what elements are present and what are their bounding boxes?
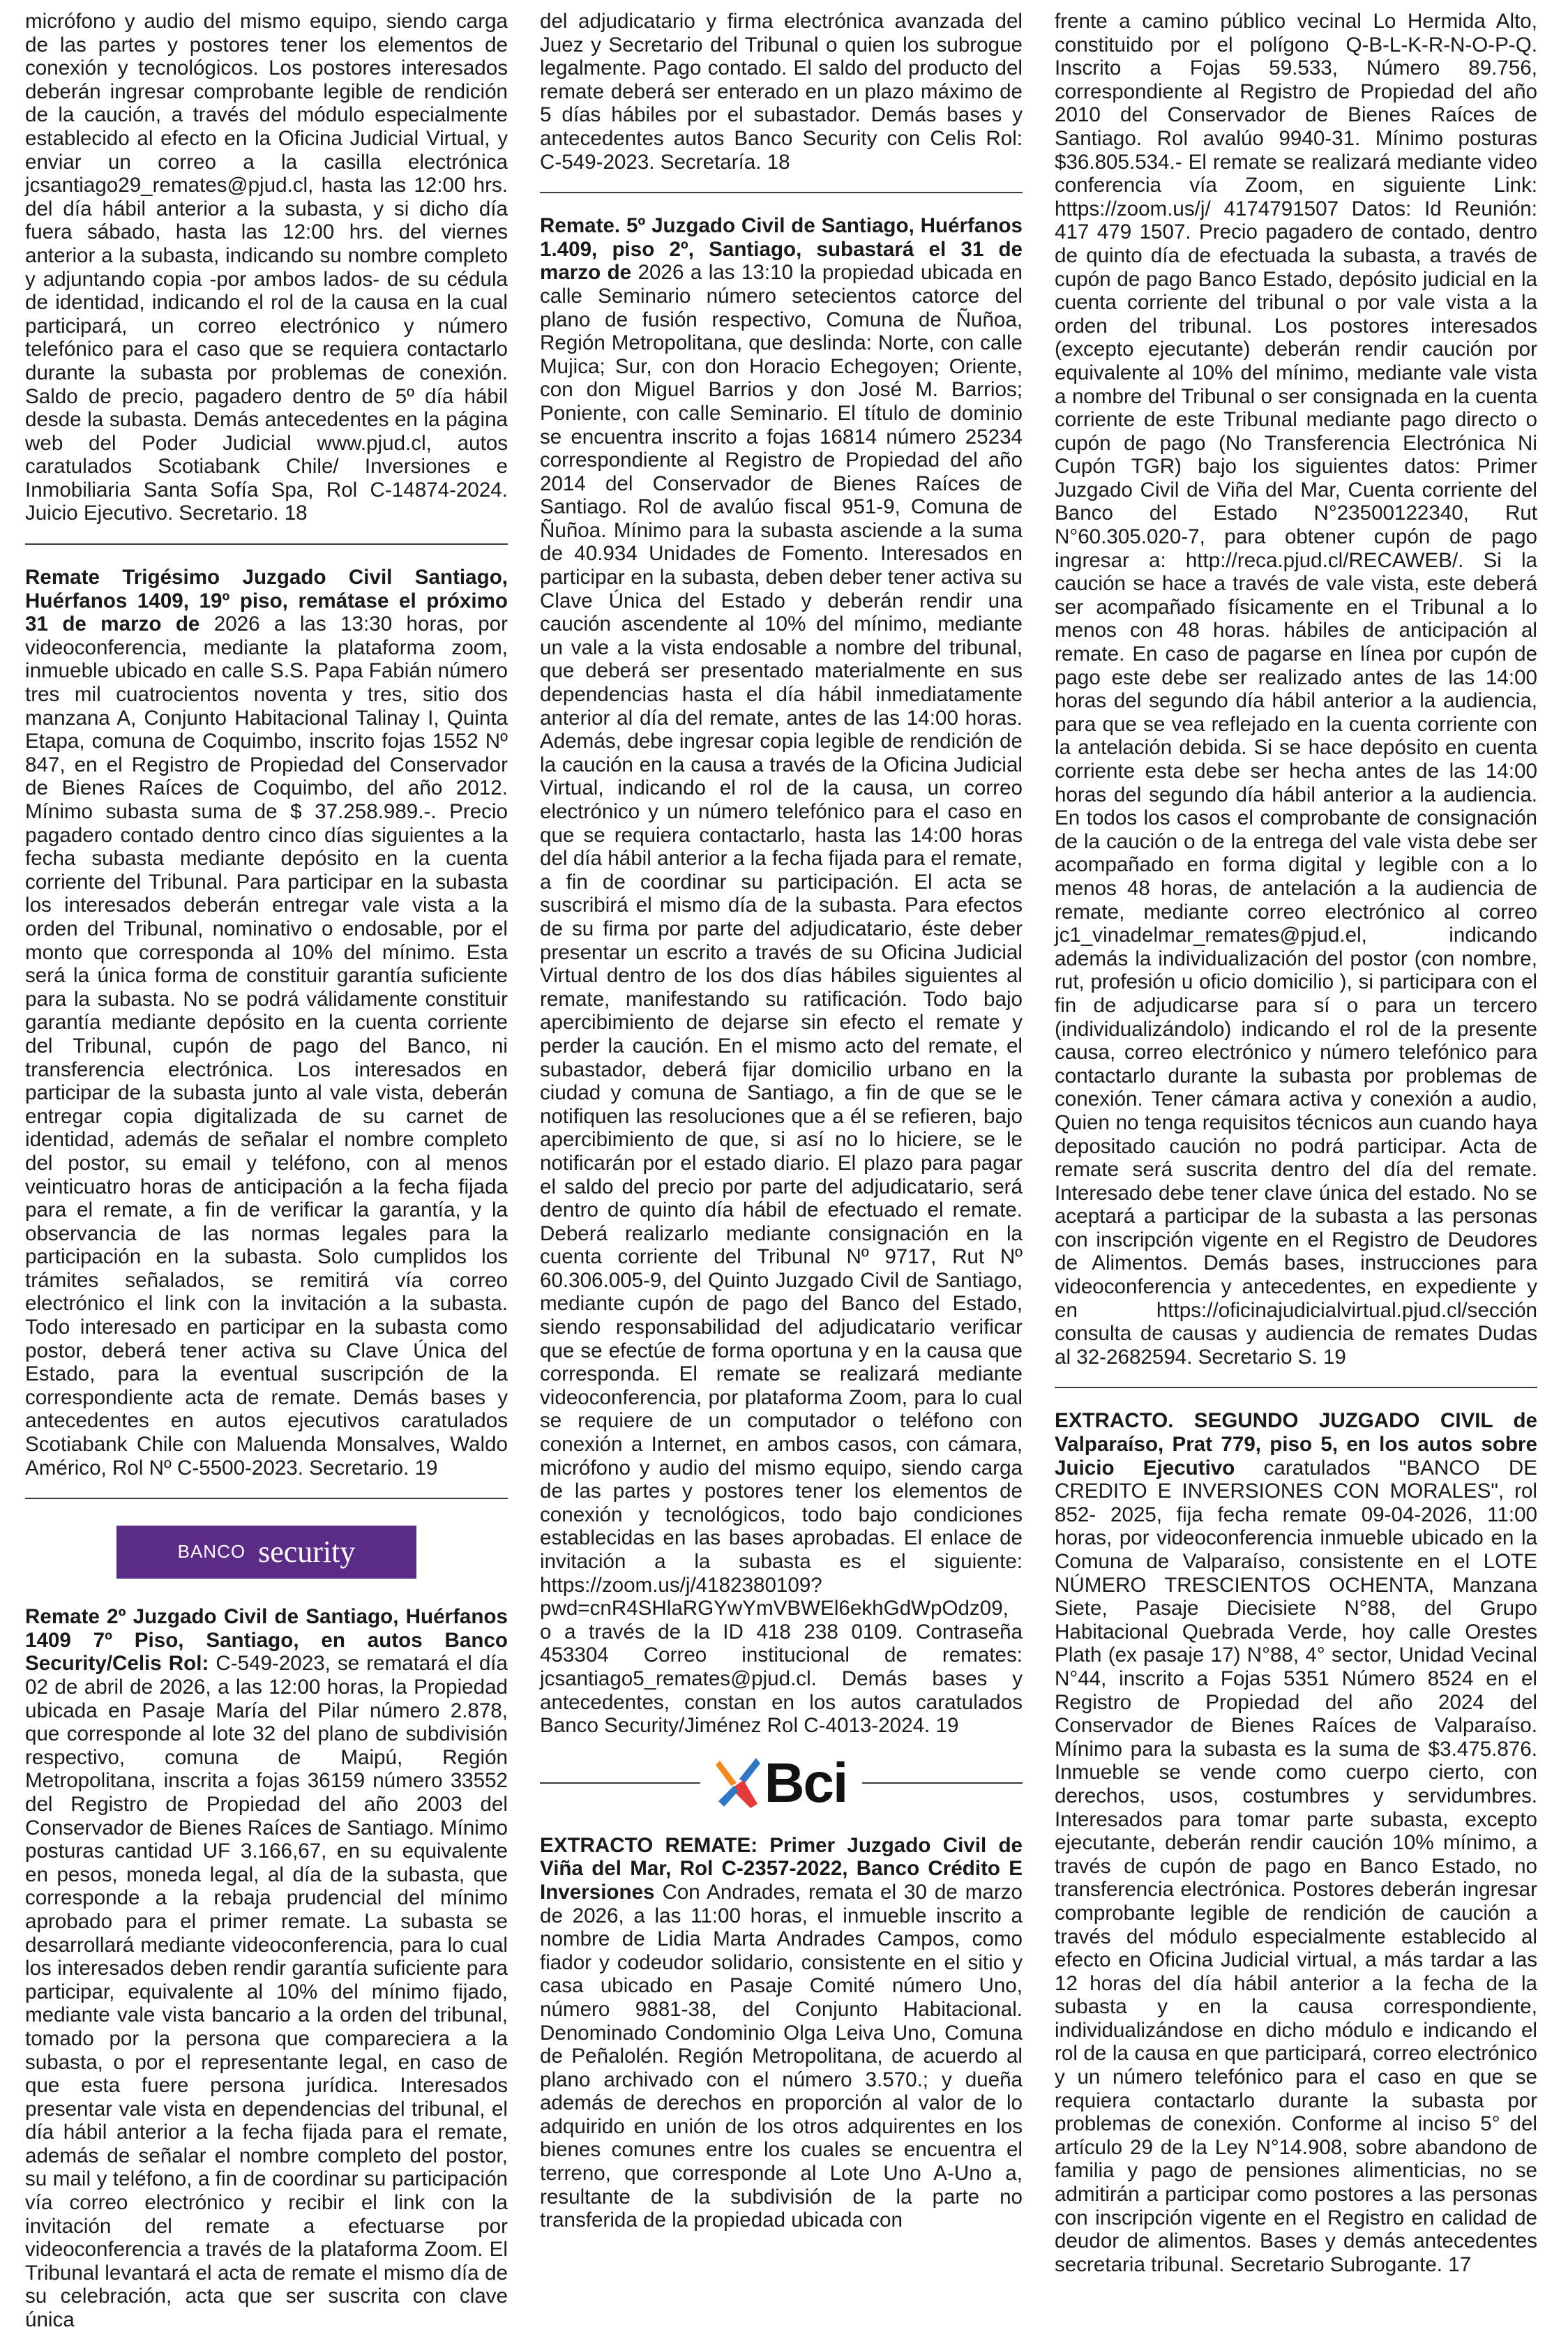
- notice-body: C-549-2023, se rematará el día 02 de abril de 2026, a las 12:00 horas, la Propiedad ubicada en Pasaje María del Pilar número 2.878, que corresponde al lote 32 del plano de subdivisión respectivo, comuna de Maipú, Región Metropolitana, inscrita a fojas 36159 número 33552 del Registro de Propiedad del año 2003 del Conservador de Bienes Raíces de Santiago. Mínimo posturas cantidad UF 3.166,67, en su equivalente en pesos, moneda legal, al día de la subasta, que corresponde a la rebaja prudencial del mínimo aprobado para el primer remate. La subasta se desarrollará mediante videoconferencia, para lo cual los interesados deben rendir garantía suficiente para participar, equivalente al 10% del mínimo fijado, mediante vale vista bancario a la orden del tribunal, tomado por la persona que compareciera a la subasta, o por el representante legal, en caso de que esta fuere persona jurídica. Interesados presentar vale vista en dependencias del tribunal, el día hábil anterior a la fecha fijada para el remate, además de señalar el nombre completo del postor, su mail y teléfono, a fin de coordinar su participación vía correo electrónico y recibir el link con la invitación del remate a efectuarse por videoconferencia a través de la plataforma Zoom. El Tribunal levantará el acta de remate el mismo día de su celebración, acta que ser suscrita con clave única: [25, 1652, 508, 2332]
- notice-primer-juzgado-vina: [540, 1834, 1023, 2232]
- column-1: [25, 10, 508, 2332]
- bci-mark-icon: [716, 1758, 760, 1808]
- column-3: [1055, 10, 1537, 2276]
- logo-rule-left: [540, 1782, 700, 1784]
- banco-security-logo: [25, 1520, 508, 1584]
- bci-wordmark: Bci: [764, 1751, 847, 1814]
- notice-body: micrófono y audio del mismo equipo, siendo carga de las partes y postores tener los elementos de conexión y tecnológicos. Los postores interesados deberán ingresar comprobante legible de rendición de la caución, a través del módulo especialmente establecido al efecto en la Oficina Judicial Virtual, y enviar un correo a la casilla electrónica jcsantiago29_remates@pjud.cl, hasta las 12:00 hrs. del día hábil anterior a la subasta, y si dicho día fuera sábado, hasta las 12:00 hrs. del viernes anterior a la subasta, indicando su nombre completo y adjuntando copia -por ambos lados- de su cédula de identidad, indicando el rol de la causa en la cual participará, un correo electrónico y número telefónico para el caso que se requiera contactarlo durante la subasta por problemas de conexión. Saldo de precio, pagadero dentro de 5º día hábil desde la subasta. Demás antecedentes en la página web del Poder Judicial www.pjud.cl, autos caratulados Scotiabank Chile/ Inversiones e Inmobiliaria Santa Sofía Spa, Rol C-14874-2024. Juicio Ejecutivo. Secretario. 18: [25, 10, 508, 525]
- notice-body: 2026 a las 13:30 horas, por videoconferencia, mediante la plataforma zoom, inmueble ubicado en calle S.S. Papa Fabián número tres mil cuatrocientos noventa y tres, sitio dos manzana A, Conjunto Habitacional Talinay I, Quinta Etapa, comuna de Coquimbo, inscrito fojas 1552 Nº 847, en el Registro de Propiedad del Conservador de Bienes Raíces de Coquimbo, del año 2012. Mínimo subasta suma de $ 37.258.989.-. Precio pagadero contado dentro cinco días siguientes a la fecha subasta mediante depósito en la cuenta corriente del Tribunal. Para participar en la subasta los interesados deberán entregar vale vista a la orden del Tribunal, nominativo o endosable, por el monto que corresponda al 10% del mínimo. Esta será la única forma de constituir garantía suficiente para la subasta. No se podrá válidamente constituir garantía mediante depósito en la cuenta corriente del Tribunal, cupón de pago del Banco, ni transferencia electrónica. Los interesados en participar de la subasta junto al vale vista, deberán entregar copia digitalizada de su carnet de identidad, además de señalar el nombre completo del postor, su email y teléfono, con al menos veinticuatro horas de anticipación a la fecha fijada para el remate, a fin de verificar la garantía, y la observancia de las normas legales para la participación en la subasta. Solo cumplidos los trámites señalados, se remitirá vía correo electrónico el link con la invitación a la subasta. Todo interesado en participar en la subasta como postor, deberá tener activa su Clave Única del Estado, para la eventual suscripción de la correspondiente acta de remate. Demás bases y antecedentes en autos ejecutivos caratulados Scotiabank Chile con Maluenda Monsalves, Waldo Américo, Rol Nº C-5500-2023. Secretario. 19: [25, 612, 508, 1480]
- bci-logo-band: [540, 1745, 1023, 1821]
- logo-bank-word: BANCO: [177, 1541, 246, 1563]
- notice-divider: [1055, 1387, 1537, 1388]
- notice-body: Con Andrades, remata el 30 de marzo de 2026, a las 11:00 horas, el inmueble inscrito a nombre de Lidia Marta Andrades Campos, como fiador y codeudor solidario, consistente en el sitio y casa ubicado en Pasaje Comité número Uno, número 9881-38, del Conjunto Habitacional. Denominado Condominio Olga Leiva Uno, Comuna de Peñalolén. Región Metropolitana, de acuerdo al plano archivado con el número 3.570.; y dueña además de derechos en proporción al valor de lo adquirido en unión de los otros adquirentes en los bienes comunes entre los cuales se encuentra el terreno, que corresponde al Lote Uno A-Uno a, resultante de la subdivisión de la parte no transferida de la propiedad ubicada con: [540, 1880, 1023, 2232]
- notice-trigesimo-juzgado: [25, 566, 508, 1480]
- logo-security-word: security: [258, 1535, 356, 1570]
- logo-rule-right: [862, 1782, 1023, 1784]
- bci-logo: [716, 1751, 847, 1814]
- notice-security-celis-continued: [540, 10, 1023, 174]
- notice-segundo-juzgado-security: [25, 1605, 508, 2331]
- notice-body: del adjudicatario y firma electrónica avanzada del Juez y Secretario del Tribunal o quien los subrogue legalmente. Pago contado. El saldo del producto del remate deberá ser enterado en un plazo máximo de 5 días hábiles por el subastador. Demás bases y antecedentes autos Banco Security con Celis Rol: C-549-2023. Secretaría. 18: [540, 10, 1023, 174]
- notice-segundo-juzgado-valparaiso: [1055, 1409, 1537, 2276]
- notice-quinto-juzgado: [540, 214, 1023, 1738]
- notice-heading: Remate 2º Juzgado Civil de Santiago, Huérfanos 1409 7º Piso, Santiago, en autos Banco Security/Celis Rol:: [25, 1605, 508, 1676]
- notice-divider: [540, 192, 1023, 193]
- banco-security-badge: [116, 1526, 416, 1579]
- notice-heading: Remate Trigésimo Juzgado Civil Santiago, Huérfanos 1409, 19º piso, remátase el próximo 31 de marzo de: [25, 566, 508, 636]
- notice-divider: [25, 543, 508, 545]
- notice-heading: Remate. 5º Juzgado Civil de Santiago, Huérfanos 1.409, piso 2º, Santiago, subastará el 31 de marzo de: [540, 214, 1023, 285]
- notice-heading: EXTRACTO. SEGUNDO JUZGADO CIVIL de Valparaíso, Prat 779, piso 5, en los autos sobre Juicio Ejecutivo: [1055, 1409, 1537, 1480]
- notice-body: 2026 a las 13:10 la propiedad ubicada en calle Seminario número setecientos catorce del plano de fusión respectivo, Comuna de Ñuñoa, Región Metropolitana, que deslinda: Norte, con calle Mujica; Sur, con don Horacio Echegoyen; Oriente, con don Miguel Barrios y don José M. Barrios; Poniente, con calle Seminario. El título de dominio se encuentra inscrito a fojas 16814 número 25234 correspondiente al Registro de Propiedad del año 2014 del Conservador de Bienes Raíces de Santiago. Rol de avalúo fiscal 951-9, Comuna de Ñuñoa. Mínimo para la subasta asciende a la suma de 40.934 Unidades de Fomento. Interesados en participar en la subasta, deben deber tener activa su Clave Única del Estado y deberán rendir una caución ascendente al 10% del mínimo, mediante un vale a la vista endosable a nombre del tribunal, que deberá ser presentado materialmente en sus dependencias hasta el día hábil inmediatamente anterior al día del remate, antes de las 14:00 horas. Además, debe ingresar copia legible de rendición de la caución en la causa a través de la Oficina Judicial Virtual, indicando el rol de la causa, un correo electrónico y un número telefónico para el caso en que se requiera contactarlo, hasta las 14:00 horas del día hábil anterior a la fecha fijada para el remate, a fin de coordinar su participación. El acta se suscribirá el mismo día de la subasta. Para efectos de su firma por parte del adjudicatario, éste deber presentar un escrito a través de su Oficina Judicial Virtual dentro de los dos días hábiles siguientes al remate, manifestando su ratificación. Todo bajo apercibimiento de dejarse sin efecto el remate y perder la caución. En el mismo acto del remate, el subastador, deberá fijar domicilio urbano en la ciudad y comuna de Santiago, a fin de que se le notifiquen las resoluciones que a él se refieren, bajo apercibimiento de que, si así no lo hiciere, se le notificarán por el estado diario. El plazo para pagar el saldo del precio por parte del adjudicatario, será dentro de quinto día hábil de efectuado el remate. Deberá realizarlo mediante consignación en la cuenta corriente del Tribunal Nº 9717, Rut Nº 60.306.005-9, del Quinto Juzgado Civil de Santiago, mediante cupón de pago del Banco del Estado, siendo responsabilidad del adjudicatario verificar que se efectúe de forma oportuna y en la causa que corresponda. El remate se realizará mediante videoconferencia, por plataforma Zoom, para lo cual se requiere de un computador o teléfono con conexión a Internet, en ambos casos, con cámara, micrófono y audio del mismo equipo, siendo carga de las partes y postores tener los elementos de conexión y tecnológicos, todo bajo condiciones establecidas en las bases aprobadas. El enlace de invitación a la subasta es el siguiente: https://zoom.us/j/4182380109? pwd=cnR4SHlaRGYwYmVBWEl6ekhGdWpOdz09, o a través de la ID 418 238 0109. Contraseña 453304 Correo institucional de remates: jcsantiago5_remates@pjud.cl. Demás bases y antecedentes, constan en los autos caratulados Banco Security/Jiménez Rol C-4013-2024. 19: [540, 261, 1023, 1738]
- column-2: [540, 10, 1023, 2242]
- notice-body: frente a camino público vecinal Lo Hermida Alto, constituido por el polígono Q-B-L-K-R-N-O-P-Q. Inscrito a Fojas 59.533, Número 89.756, correspondiente al Registro de Propiedad del año 2010 del Conservador de Bienes Raíces de Santiago. Rol avalúo 9940-31. Mínimo posturas $36.805.534.- El remate se realizará mediante video conferencia vía Zoom, en siguiente Link: https://zoom.us/j/ 4174791507 Datos: Id Reunión: 417 479 1507. Precio pagadero de contado, dentro de quinto día de efectuada la subasta, a través de cupón de pago Banco Estado, depósito judicial en la cuenta corriente del tribunal o por vale vista a la orden del tribunal. Los postores interesados (excepto ejecutante) deberán rendir caución por equivalente al 10% del mínimo, mediante vale vista a nombre del Tribunal o ser consignada en la cuenta corriente de este Tribunal mediante pago directo o cupón de pago (No Transferencia Electrónica Ni Cupón TGR) bajo los siguientes datos: Primer Juzgado Civil de Viña del Mar, Cuenta corriente del Banco del Estado N°23500122340, Rut N°60.305.020-7, para obtener cupón de pago ingresar a: http://reca.pjud.cl/RECAWEB/. Si la caución se hace a través de vale vista, este deberá ser acompañado físicamente en el Tribunal a lo menos con 48 horas. hábiles de anticipación al remate. En caso de pagarse en línea por cupón de pago este debe ser realizado antes de las 14:00 horas del segundo día hábil anterior a la audiencia, para que se vea reflejado en la cuenta corriente con la antelación debida. Si se hace depósito en cuenta corriente esta debe ser hecha antes de las 14:00 horas del segundo día hábil anterior a la audiencia. En todos los casos el comprobante de consignación de la caución o de la entrega del vale vista debe ser acompañado en forma digital y legible con a lo menos 48 horas, de antelación a la audiencia de remate, mediante correo electrónico al correo jc1_vinadelmar_remates@pjud.el, indicando además la individualización del postor (con nombre, rut, profesión u oficio domicilio ), si participara con el fin de adjudicarse para sí o para un tercero (individualizándolo) indicando el rol de la presente causa, correo electrónico y número telefónico para contactarlo durante la subasta por problemas de conexión. Tener cámara activa y conexión a audio, Quien no tenga requisitos técnicos aun cuando haya depositado caución no podrá participar. Acta de remate será suscrita dentro del día del remate. Interesado debe tener clave única del estado. No se aceptará a participar de la subasta a las personas con inscripción vigente en el Registro de Deudores de Alimentos. Demás bases, instrucciones para videoconferencia y antecedentes, en expediente y en https://oficinajudicialvirtual.pjud.cl/sección consulta de causas y audiencia de remates Dudas al 32-2682594. Secretario S. 19: [1055, 10, 1537, 1369]
- notice-scotiabank-santa-sofia: [25, 10, 508, 525]
- notice-body: caratulados "BANCO DE CREDITO E INVERSIONES CON MORALES", rol 852- 2025, fija fecha remate 09-04-2026, 11:00 horas, por videoconferencia inmueble ubicado en la Comuna de Valparaíso, consistente en el LOTE NÚMERO TRESCIENTOS OCHENTA, Manzana Siete, Pasaje Diecisiete N°88, del Grupo Habitacional Quebrada Verde, hoy calle Orestes Plath (ex pasaje 17) N°88, 4° sector, Unidad Vecinal N°44, inscrito a Fojas 5351 Número 8524 en el Registro de Propiedad del año 2024 del Conservador de Bienes Raíces de Valparaíso. Mínimo para la subasta es la suma de $3.475.876. Inmueble se vende como cuerpo cierto, con derechos, usos, costumbres y servidumbres. Interesados para tomar parte subasta, excepto ejecutante, deberán rendir caución 10% mínimo, a través de cupón de pago en Banco Estado, no transferencia electrónica. Postores deberán ingresar comprobante legible de rendición de caución a través del módulo especialmente establecido al efecto en Oficina Judicial virtual, a más tardar a las 12 horas del día hábil anterior a la fecha de la subasta y en la causa correspondiente, individualizándose en dicho módulo e indicando el rol de la causa en que participará, correo electrónico y un número telefónico para el caso en que se requiera contactarlo durante la subasta por problemas de conexión. Conforme al inciso 5° del artículo 29 de la Ley N°14.908, sobre abandono de familia y pago de pensiones alimenticias, no se admitirán a participar como postores a las personas con inscripción vigente en el Registro en calidad de deudor de alimentos. Bases y demás antecedentes secretaria tribunal. Secretario Subrogante. 17: [1055, 1456, 1537, 2276]
- notice-vina-continued: [1055, 10, 1537, 1369]
- notice-divider: [25, 1498, 508, 1499]
- notice-heading: EXTRACTO REMATE: Primer Juzgado Civil de Viña del Mar, Rol C-2357-2022, Banco Crédito E Inversiones: [540, 1833, 1023, 1904]
